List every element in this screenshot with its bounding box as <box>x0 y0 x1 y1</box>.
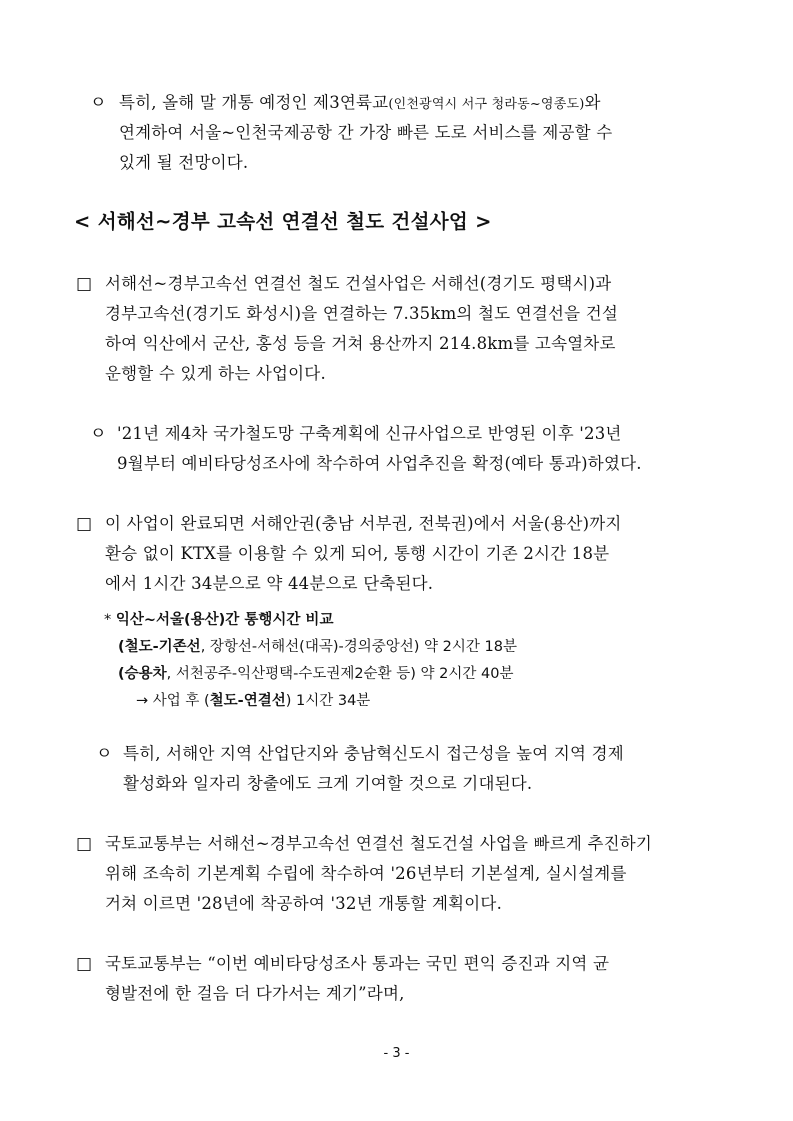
text-line: 이 사업이 완료되면 서해안권(충남 서부권, 전북권)에서 서울(용산)까지 <box>105 514 622 533</box>
square-bullet: □ <box>76 954 93 974</box>
square-bullet: □ <box>76 834 93 854</box>
note-row-rail-existing: (철도-기존선, 장항선-서해선(대곡)-경의중앙선) 약 2시간 18분 <box>118 639 517 655</box>
text-line: 연계하여 서울~인천국제공항 간 가장 빠른 도로 서비스를 제공할 수 <box>119 123 613 142</box>
text-line: 위해 조속히 기본계획 수립에 착수하여 '26년부터 기본설계, 실시설계를 <box>105 864 627 883</box>
circle-bullet: ㅇ <box>90 424 107 444</box>
text-line: 특히, 올해 말 개통 예정인 제3연륙교(인천광역시 서구 청라동~영종도)와 <box>119 93 601 112</box>
location-note: (인천광역시 서구 청라동~영종도) <box>388 97 585 112</box>
asterisk-marker: * <box>104 612 112 628</box>
text-line: 경부고속선(경기도 화성시)을 연결하는 7.35km의 철도 연결선을 건설 <box>105 304 619 323</box>
text-line: 9월부터 예비타당성조사에 착수하여 사업추진을 확정(예타 통과)하였다. <box>117 454 642 473</box>
square-bullet: □ <box>76 274 93 294</box>
text-line: 환승 없이 KTX를 이용할 수 있게 되어, 통행 시간이 기존 2시간 18분 <box>105 544 610 563</box>
text-line: 거쳐 이르면 '28년에 착공하여 '32년 개통할 계획이다. <box>105 894 503 913</box>
text-line: 활성화와 일자리 창출에도 크게 기여할 것으로 기대된다. <box>123 774 533 793</box>
text-line: 있게 될 전망이다. <box>119 153 249 172</box>
circle-bullet: ㅇ <box>90 93 107 113</box>
note-row-after: → 사업 후 (철도-연결선) 1시간 34분 <box>136 693 371 709</box>
section-heading: < 서해선~경부 고속선 연결선 철도 건설사업 > <box>74 210 492 233</box>
page-number: - 3 - <box>383 1046 410 1061</box>
circle-bullet: ㅇ <box>96 744 113 764</box>
text-line: 운행할 수 있게 하는 사업이다. <box>105 364 326 383</box>
text-line: '21년 제4차 국가철도망 구축계획에 신규사업으로 반영된 이후 '23년 <box>117 424 622 443</box>
text-line: 특히, 서해안 지역 산업단지와 충남혁신도시 접근성을 높여 지역 경제 <box>123 744 624 763</box>
text-line: 국토교통부는 “이번 예비타당성조사 통과는 국민 편익 증진과 지역 균 <box>105 954 610 973</box>
note-row-car: (승용차, 서천공주-익산평택-수도권제2순환 등) 약 2시간 40분 <box>118 666 514 682</box>
arrow-icon: → <box>136 693 149 709</box>
text-line: 하여 익산에서 군산, 홍성 등을 거쳐 용산까지 214.8km를 고속열차로 <box>105 334 616 353</box>
text-line: 서해선~경부고속선 연결선 철도 건설사업은 서해선(경기도 평택시)과 <box>105 274 612 293</box>
note-title: * 익산~서울(용산)간 통행시간 비교 <box>104 612 334 628</box>
square-bullet: □ <box>76 514 93 534</box>
text-line: 국토교통부는 서해선~경부고속선 연결선 철도건설 사업을 빠르게 추진하기 <box>105 834 653 853</box>
text-line: 형발전에 한 걸음 더 다가서는 계기”라며, <box>105 984 405 1003</box>
text-line: 에서 1시간 34분으로 약 44분으로 단축된다. <box>105 574 434 593</box>
